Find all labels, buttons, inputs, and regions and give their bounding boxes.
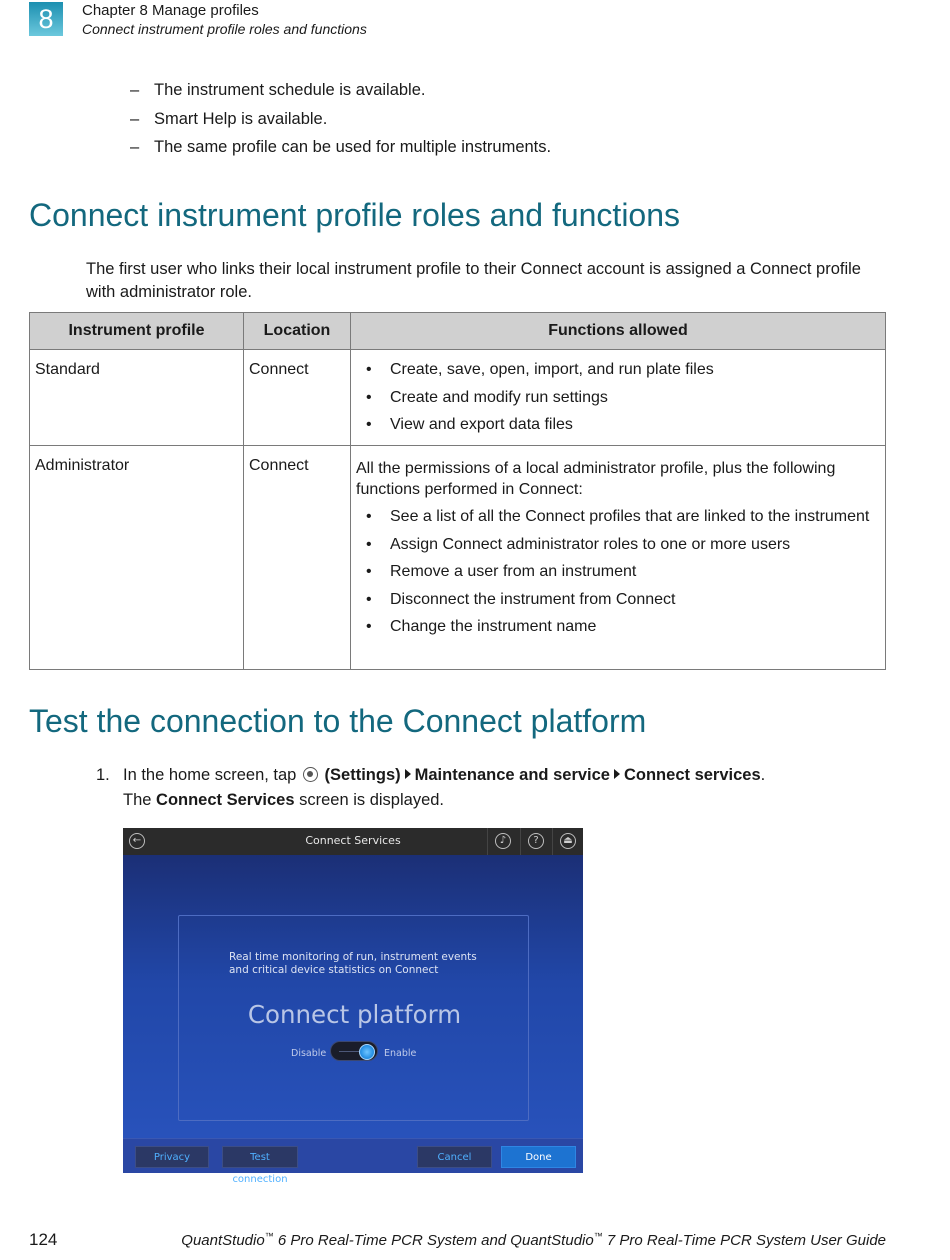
functions-cell: [351, 446, 886, 670]
profile-cell: Standard: [30, 350, 244, 446]
table-header-row: [30, 313, 886, 350]
test-connection-button[interactable]: Test connection: [222, 1146, 298, 1168]
section-subtitle: Connect instrument profile roles and functions: [82, 21, 367, 37]
menu-path-maintenance: Maintenance and service: [414, 766, 610, 784]
list-item: • Change the instrument name: [356, 616, 879, 637]
screen-title-bar: [123, 828, 583, 855]
list-item: • Disconnect the instrument from Connect: [356, 589, 879, 610]
step-number: 1.: [96, 766, 110, 784]
result-prefix: The: [123, 791, 152, 809]
done-button[interactable]: Done: [501, 1146, 576, 1168]
functions-cell: [351, 350, 886, 446]
result-screen-name: Connect Services: [156, 791, 295, 809]
table-row: [30, 350, 886, 446]
settings-icon: [303, 767, 318, 782]
screen-button-bar: [123, 1138, 583, 1185]
roles-table: [29, 312, 886, 670]
connect-platform-toggle[interactable]: [330, 1041, 378, 1061]
list-item: – The same profile can be used for multiple instruments.: [130, 138, 551, 167]
document-title: QuantStudio™ 6 Pro Real-Time PCR System and QuantStudio™ 7 Pro Real-Time PCR System User Guide: [181, 1231, 886, 1249]
microphone-icon[interactable]: ♪: [495, 833, 511, 849]
section-intro: The first user who links their local instrument profile to their Connect account is assigned a Connect profile with administrator role.: [86, 260, 861, 301]
connect-services-screenshot: [123, 828, 583, 1185]
connect-platform-panel: [178, 915, 529, 1121]
list-item-text: Smart Help is available.: [154, 109, 328, 128]
result-suffix: screen is displayed.: [299, 791, 445, 809]
screen-body: [123, 855, 583, 1138]
functions-lead: All the permissions of a local administrator profile, plus the following functions performed in Connect:: [356, 460, 836, 498]
toggle-enable-label: Enable: [384, 1048, 417, 1059]
step-text: In the home screen, tap (Settings) Maintenance and service Connect services. The Connect Services screen is displayed.: [123, 766, 766, 809]
chapter-number-badge: 8: [29, 2, 63, 36]
table-row: [30, 446, 886, 670]
eject-icon[interactable]: ⏏: [560, 833, 576, 849]
list-item: • View and export data files: [356, 414, 879, 435]
functions-list: [356, 506, 879, 637]
list-item: • Create, save, open, import, and run plate files: [356, 359, 879, 380]
chapter-heading: [82, 2, 259, 19]
settings-label: (Settings): [324, 766, 401, 784]
menu-arrow-icon: [614, 769, 620, 779]
profile-cell: Administrator: [30, 446, 244, 670]
list-item-text: The instrument schedule is available.: [154, 81, 426, 99]
toggle-disable-label: Disable: [291, 1048, 327, 1059]
column-header: Functions allowed: [351, 313, 886, 350]
list-item: • Assign Connect administrator roles to one or more users: [356, 534, 879, 555]
section-heading-test-connection: Test the connection to the Connect platform: [29, 703, 647, 739]
back-icon[interactable]: ←: [129, 833, 145, 849]
privacy-button[interactable]: Privacy: [135, 1146, 209, 1168]
platform-description: Real time monitoring of run, instrument events and critical device statistics on Connect: [229, 951, 477, 976]
screen-title: Connect Services: [305, 834, 401, 847]
list-item: • Remove a user from an instrument: [356, 561, 879, 582]
platform-label: Connect platform: [247, 1000, 462, 1029]
step-prefix: In the home screen, tap: [123, 766, 297, 784]
list-item: – The instrument schedule is available.: [130, 81, 551, 110]
chapter-label: Chapter 8: [82, 2, 148, 19]
column-header: Instrument profile: [30, 313, 244, 350]
menu-arrow-icon: [405, 769, 411, 779]
chapter-title: Manage profiles: [152, 2, 259, 19]
cancel-button[interactable]: Cancel: [417, 1146, 492, 1168]
list-item: • See a list of all the Connect profiles that are linked to the instrument: [356, 506, 879, 527]
column-header: Location: [244, 313, 351, 350]
menu-path-connect-services: Connect services: [623, 766, 761, 784]
feature-list: [130, 81, 551, 167]
help-icon[interactable]: ?: [528, 833, 544, 849]
page-number: 124: [29, 1230, 58, 1249]
list-item-text: The same profile can be used for multiple instruments.: [154, 138, 552, 156]
section-heading-roles: Connect instrument profile roles and functions: [29, 197, 681, 233]
list-item: • Create and modify run settings: [356, 387, 879, 408]
location-cell: Connect: [244, 350, 351, 446]
location-cell: Connect: [244, 446, 351, 670]
list-item: – Smart Help is available.: [130, 110, 551, 139]
functions-list: [356, 359, 879, 435]
